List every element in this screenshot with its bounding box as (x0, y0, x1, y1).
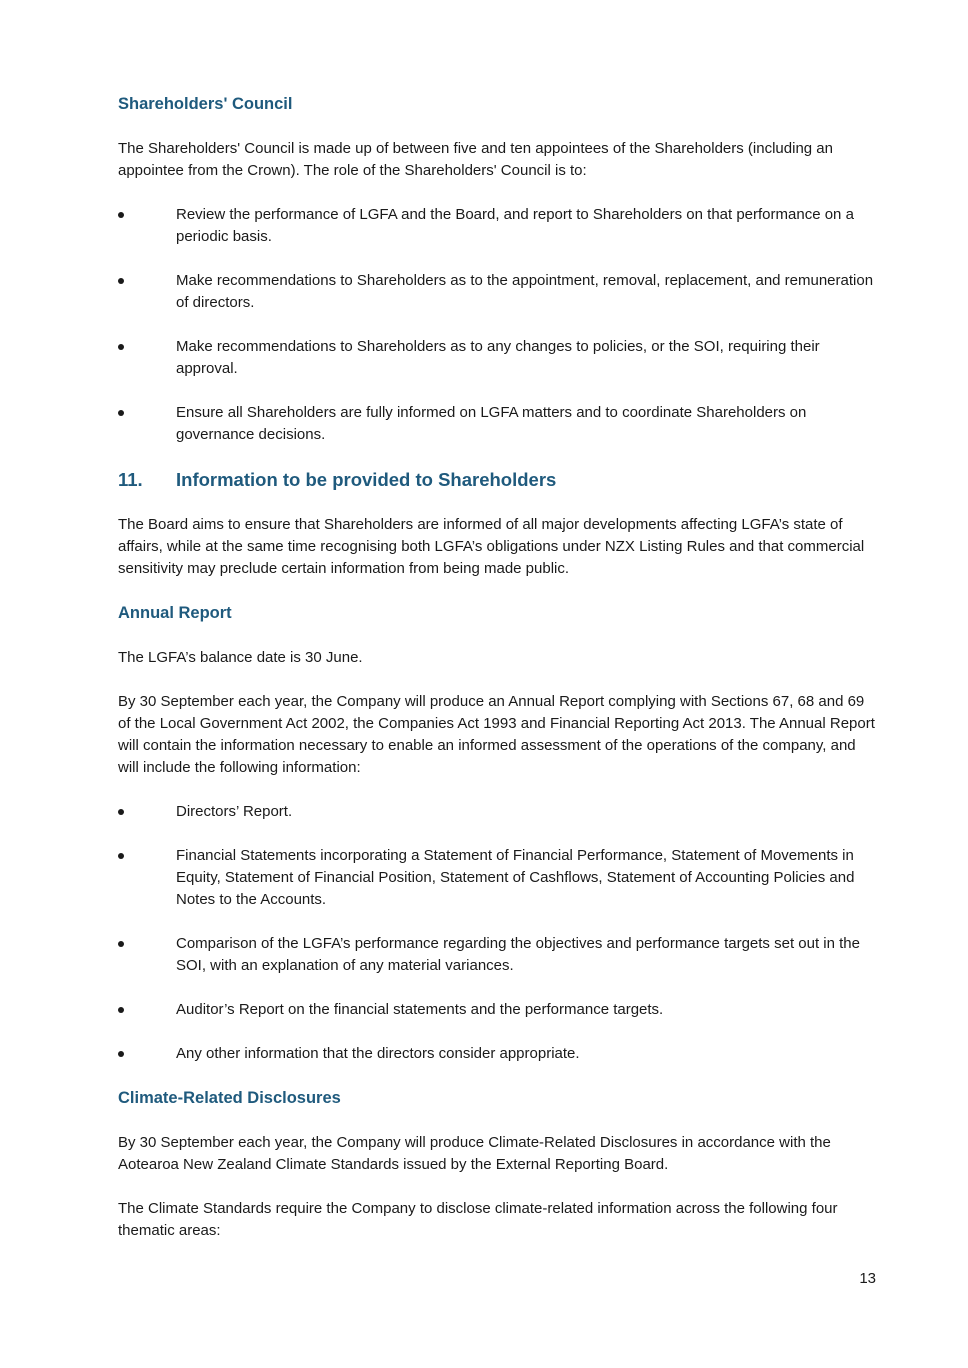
shareholders-council-intro: The Shareholders' Council is made up of between five and ten appointees of the Shareholders (including an appointee from the Crown). The role of the Shareholders' Council is to: (118, 140, 833, 179)
list-item-text: Directors’ Report. (176, 803, 293, 820)
list-item (118, 933, 878, 977)
list-item-text: Any other information that the directors consider appropriate. (176, 1045, 580, 1062)
section-11-intro: The Board aims to ensure that Shareholders are informed of all major developments affecting LGFA’s state of affairs, while at the same time recognising both LGFA’s obligations under NZX Listing Rules and that commercial sensitivity may preclude certain information from being made public. (118, 516, 865, 577)
list-item (118, 336, 878, 380)
shareholders-council-list (118, 204, 878, 446)
list-item-text: Financial Statements incorporating a Statement of Financial Performance, Statement of Movements in Equity, Statement of Financial Position, Statement of Cashflows, Statement of Accounting Policies and Notes to the Accounts. (176, 847, 855, 908)
bullet-icon (118, 809, 124, 815)
climate-paragraph-1: By 30 September each year, the Company will produce Climate-Related Disclosures in accordance with the Aotearoa New Zealand Climate Standards issued by the External Reporting Board. (118, 1134, 831, 1173)
bullet-icon (118, 941, 124, 947)
annual-report-paragraph: By 30 September each year, the Company will produce an Annual Report complying with Sections 67, 68 and 69 of the Local Government Act 2002, the Companies Act 1993 and Financial Reporting Act 2013. The Annual Report will contain the information necessary to enable an informed assessment of the operations of the company, and will include the following information: (118, 693, 875, 776)
document-page (118, 93, 878, 1264)
list-item-text: Review the performance of LGFA and the Board, and report to Shareholders on that performance on a periodic basis. (176, 206, 854, 245)
bullet-icon (118, 410, 124, 416)
climate-disclosures-heading: Climate-Related Disclosures (118, 1089, 341, 1107)
list-item (118, 1043, 878, 1065)
section-number: 11. (118, 469, 143, 490)
list-item (118, 270, 878, 314)
annual-report-list (118, 801, 878, 1065)
list-item (118, 801, 878, 823)
bullet-icon (118, 1051, 124, 1057)
bullet-icon (118, 278, 124, 284)
annual-report-heading: Annual Report (118, 604, 232, 622)
balance-date-paragraph: The LGFA’s balance date is 30 June. (118, 649, 363, 666)
list-item (118, 204, 878, 248)
bullet-icon (118, 212, 124, 218)
shareholders-council-heading: Shareholders' Council (118, 95, 293, 113)
climate-paragraph-2: The Climate Standards require the Company to disclose climate-related information across the following four thematic areas: (118, 1200, 838, 1239)
section-11-heading (118, 468, 878, 492)
list-item-text: Auditor’s Report on the financial statements and the performance targets. (176, 1001, 664, 1018)
list-item-text: Make recommendations to Shareholders as to any changes to policies, or the SOI, requiring their approval. (176, 338, 820, 377)
bullet-icon (118, 344, 124, 350)
list-item-text: Comparison of the LGFA’s performance regarding the objectives and performance targets set out in the SOI, with an explanation of any material variances. (176, 935, 860, 974)
list-item-text: Make recommendations to Shareholders as to the appointment, removal, replacement, and remuneration of directors. (176, 272, 874, 311)
section-title: Information to be provided to Shareholders (176, 469, 557, 490)
bullet-icon (118, 853, 124, 859)
page-number: 13 (859, 1270, 876, 1287)
list-item (118, 402, 878, 446)
list-item (118, 999, 878, 1021)
list-item (118, 845, 878, 911)
bullet-icon (118, 1007, 124, 1013)
list-item-text: Ensure all Shareholders are fully informed on LGFA matters and to coordinate Shareholders on governance decisions. (176, 404, 807, 443)
